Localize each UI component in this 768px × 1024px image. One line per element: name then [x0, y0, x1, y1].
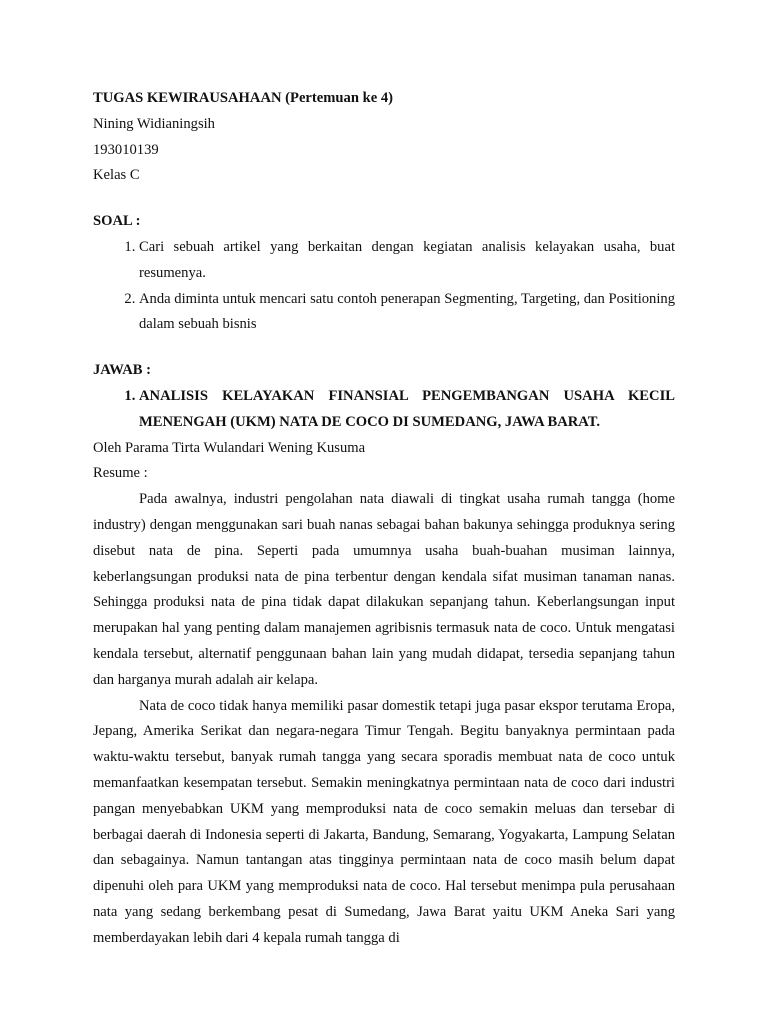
soal-heading: SOAL : — [93, 213, 141, 230]
article-author: Oleh Parama Tirta Wulandari Wening Kusuma — [93, 439, 366, 456]
student-id: 193010139 — [93, 141, 159, 158]
article-title: 1. ANALISIS KELAYAKAN FINANSIAL PENGEMBANGAN USAHA KECIL MENENGAH (UKM) NATA DE COCO DI SUMEDANG, JAWA BARAT. — [139, 384, 675, 436]
document-title: TUGAS KEWIRAUSAHAAN (Pertemuan ke 4) — [93, 90, 393, 106]
resume-paragraph: Nata de coco tidak hanya memiliki pasar domestik tetapi juga pasar ekspor terutama Eropa, Jepang, Amerika Serikat dan negara-negara Timur Tengah. Begitu banyaknya permintaan pada waktu-waktu tersebut, banyak rumah tangga yang secara sporadis membuat nata de coco untuk memanfaatkan kesempatan tersebut. Semakin meningkatnya permintaan nata de coco dari industri pangan menyebabkan UKM yang memproduksi nata de coco semakin meluas dan tersebar di berbagai daerah di Indonesia seperti di Jakarta, Bandung, Semarang, Yogyakarta, Lampung Selatan dan sebagainya. Namun tantangan atas tingginya permintaan nata de coco masih belum dapat dipenuhi oleh para UKM yang memproduksi nata de coco. Hal tersebut menimpa pula perusahaan nata yang sedang berkembang pesat di Sumedang, Jawa Barat yaitu UKM Aneka Sari yang memberdayakan lebih dari 4 kepala rumah tangga di — [93, 697, 675, 946]
soal-item: 1. Cari sebuah artikel yang berkaitan dengan kegiatan analisis kelayakan usaha, buat resumenya. — [139, 235, 675, 287]
resume-label: Resume : — [93, 465, 148, 482]
student-name: Nining Widianingsih — [93, 115, 215, 132]
jawab-list — [93, 384, 675, 436]
jawab-heading: JAWAB : — [93, 362, 151, 379]
spacer — [93, 189, 675, 209]
resume-paragraph: Pada awalnya, industri pengolahan nata diawali di tingkat usaha rumah tangga (home industry) dengan menggunakan sari buah nanas sebagai bahan bakunya sehingga produknya sering disebut nata de pina. Seperti pada umumnya usaha buah-buahan musiman lainnya, keberlangsungan produksi nata de pina terbentur dengan kendala sifat musiman tanaman nanas. Sehingga produksi nata de pina tidak dapat dilakukan sepanjang tahun. Keberlangsungan input merupakan hal yang penting dalam manajemen agribisnis termasuk nata de coco. Untuk mengatasi kendala tersebut, alternatif penggunaan bahan lain yang mudah didapat, tersedia sepanjang tahun dan harganya murah adalah air kelapa. — [93, 491, 675, 688]
soal-list — [93, 235, 675, 338]
spacer — [93, 338, 675, 358]
soal-item: 2. Anda diminta untuk mencari satu contoh penerapan Segmenting, Targeting, dan Positioning dalam sebuah bisnis — [139, 287, 675, 339]
document-body — [93, 86, 675, 952]
class-label: Kelas C — [93, 167, 140, 184]
